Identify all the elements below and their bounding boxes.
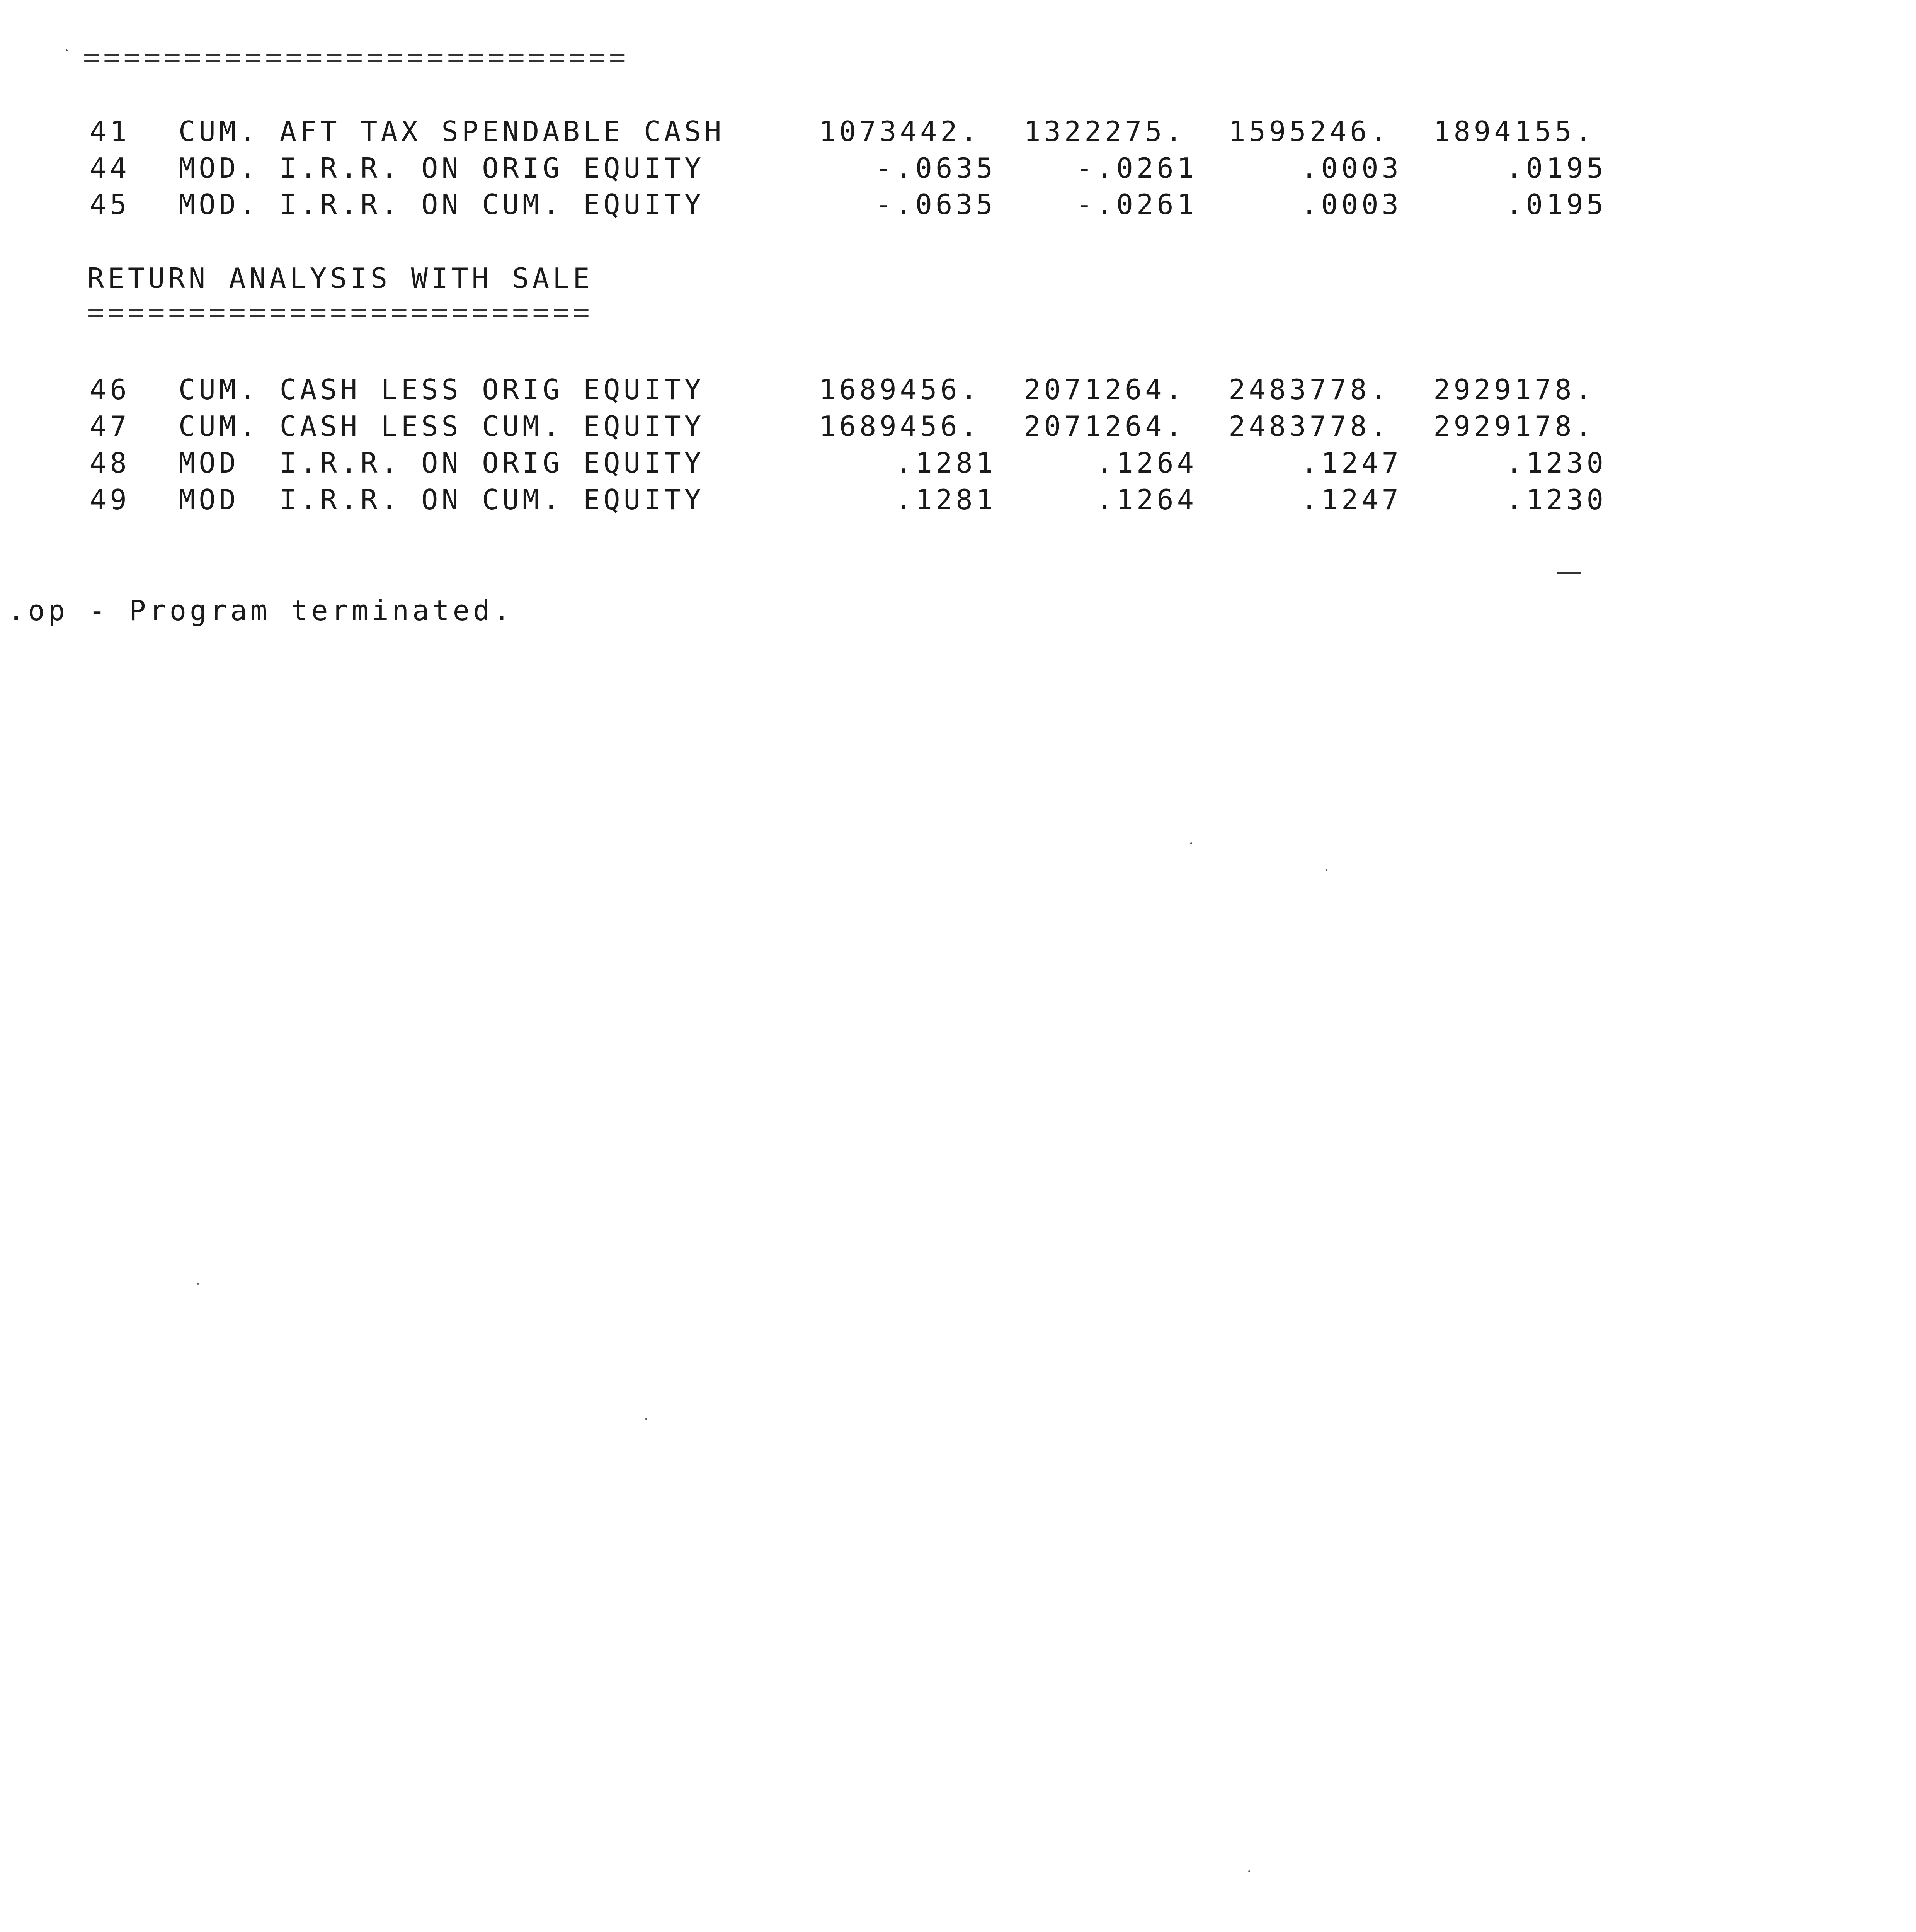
row-number: 49 [90,483,130,516]
row-value-4: .0195 [1506,152,1607,184]
section-heading: RETURN ANALYSIS WITH SALE [87,262,593,294]
row-value-4: 1894155. [1433,115,1595,148]
row-value-4: .0195 [1506,188,1607,221]
row-value-2: .1264 [1096,483,1197,516]
table-row [0,408,1916,445]
row-label: CUM. CASH LESS CUM. EQUITY [179,410,705,442]
scan-speck [645,1418,647,1420]
row-value-1: 1689456. [819,410,981,442]
row-value-1: -.0635 [875,152,996,184]
row-value-3: 2483778. [1229,410,1390,442]
cursor-mark [1557,572,1581,574]
table-row [0,371,1916,408]
row-value-3: .0003 [1301,152,1402,184]
row-value-3: .0003 [1301,188,1402,221]
program-terminated-message: .op - Program terminated. [8,594,514,627]
top-rule: =========================== [83,41,630,73]
row-number: 48 [90,447,130,479]
scan-speck [66,49,68,51]
row-number: 46 [90,373,130,406]
scan-speck [1248,1870,1250,1872]
row-value-2: -.0261 [1075,152,1197,184]
row-value-1: 1689456. [819,373,981,406]
row-value-2: -.0261 [1075,188,1197,221]
table-row [0,444,1916,481]
row-value-2: 2071264. [1024,410,1186,442]
scan-speck [1190,842,1192,844]
row-value-4: .1230 [1506,447,1607,479]
row-value-1: .1281 [895,447,996,479]
row-value-2: 2071264. [1024,373,1186,406]
row-value-3: .1247 [1301,483,1402,516]
row-label: MOD. I.R.R. ON CUM. EQUITY [179,188,705,221]
row-number: 45 [90,188,130,221]
row-value-1: 1073442. [819,115,981,148]
row-label: MOD I.R.R. ON ORIG EQUITY [179,447,705,479]
row-label: MOD I.R.R. ON CUM. EQUITY [179,483,705,516]
row-value-3: 1595246. [1229,115,1390,148]
table-row [0,186,1916,223]
row-label: MOD. I.R.R. ON ORIG EQUITY [179,152,705,184]
table-row [0,150,1916,187]
row-value-2: .1264 [1096,447,1197,479]
row-value-4: 2929178. [1433,373,1595,406]
row-value-1: .1281 [895,483,996,516]
row-value-2: 1322275. [1024,115,1186,148]
scan-speck [197,1283,199,1285]
row-value-1: -.0635 [875,188,996,221]
table-row [0,113,1916,150]
table-row [0,481,1916,518]
row-value-4: 2929178. [1433,410,1595,442]
section-rule: ========================= [87,296,593,328]
row-number: 47 [90,410,130,442]
row-number: 44 [90,152,130,184]
scan-speck [1326,869,1327,871]
row-number: 41 [90,115,130,148]
row-value-3: .1247 [1301,447,1402,479]
row-value-3: 2483778. [1229,373,1390,406]
row-value-4: .1230 [1506,483,1607,516]
row-label: CUM. AFT TAX SPENDABLE CASH [179,115,725,148]
row-label: CUM. CASH LESS ORIG EQUITY [179,373,705,406]
